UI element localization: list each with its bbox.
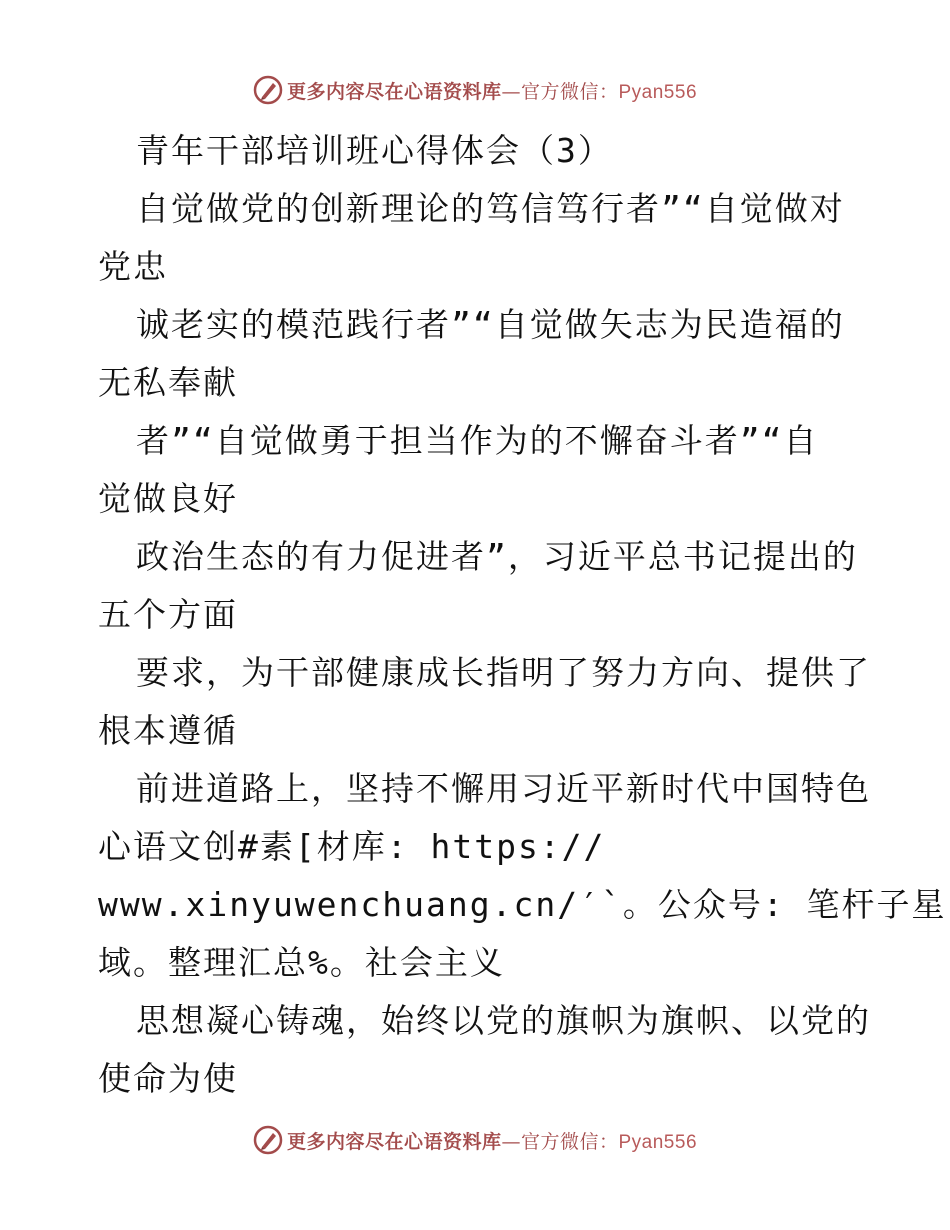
watermark-text [287, 77, 697, 104]
paragraph-line: 觉做良好 [98, 479, 238, 518]
watermark-main-text: 更多内容尽在心语资料库 [286, 1130, 502, 1153]
watermark-wechat-id: Pyan556 [618, 81, 698, 103]
paragraph-line: 者”“自觉做勇于担当作为的不懈奋斗者”“自 [136, 421, 819, 460]
paragraph-line: 自觉做党的创新理论的笃信笃行者”“自觉做对 [136, 189, 845, 228]
paragraph-line: 无私奉献 [98, 363, 238, 402]
watermark-official-label: 官方微信： [520, 80, 619, 103]
watermark-text [287, 1127, 697, 1154]
paragraph-line: 党忠 [98, 247, 168, 286]
paragraph-line: www.xinyuwenchuang.cn/′`。公众号: 笔杆子星 [98, 885, 947, 924]
paragraph-line: 诚老实的模范践行者”“自觉做矢志为民造福的 [136, 305, 845, 344]
watermark-separator: — [501, 80, 521, 103]
paragraph-line: 五个方面 [98, 595, 238, 634]
paragraph-line: 心语文创#素[材库: https:// [98, 827, 606, 866]
watermark-separator: — [501, 1130, 521, 1153]
watermark-official-label: 官方微信： [520, 1130, 619, 1153]
paragraph-line: 根本遵循 [98, 711, 238, 750]
document-body [98, 122, 947, 1108]
paragraph-line: 域。整理汇总%。社会主义 [98, 943, 505, 982]
paragraph-line: 思想凝心铸魂，始终以党的旗帜为旗帜、以党的 [136, 1001, 871, 1040]
footer-watermark [0, 1122, 950, 1158]
paragraph-line: 前进道路上，坚持不懈用习近平新时代中国特色 [136, 769, 871, 808]
document-title: 青年干部培训班心得体会（3） [136, 131, 613, 170]
paragraph-line: 政治生态的有力促进者”，习近平总书记提出的 [136, 537, 858, 576]
pen-logo-icon [253, 1125, 283, 1155]
paragraph-line: 使命为使 [98, 1059, 238, 1098]
watermark-main-text: 更多内容尽在心语资料库 [286, 80, 502, 103]
pen-logo-icon [253, 75, 283, 105]
watermark-wechat-id: Pyan556 [618, 1131, 698, 1153]
paragraph-line: 要求，为干部健康成长指明了努力方向、提供了 [136, 653, 871, 692]
header-watermark [0, 72, 950, 108]
